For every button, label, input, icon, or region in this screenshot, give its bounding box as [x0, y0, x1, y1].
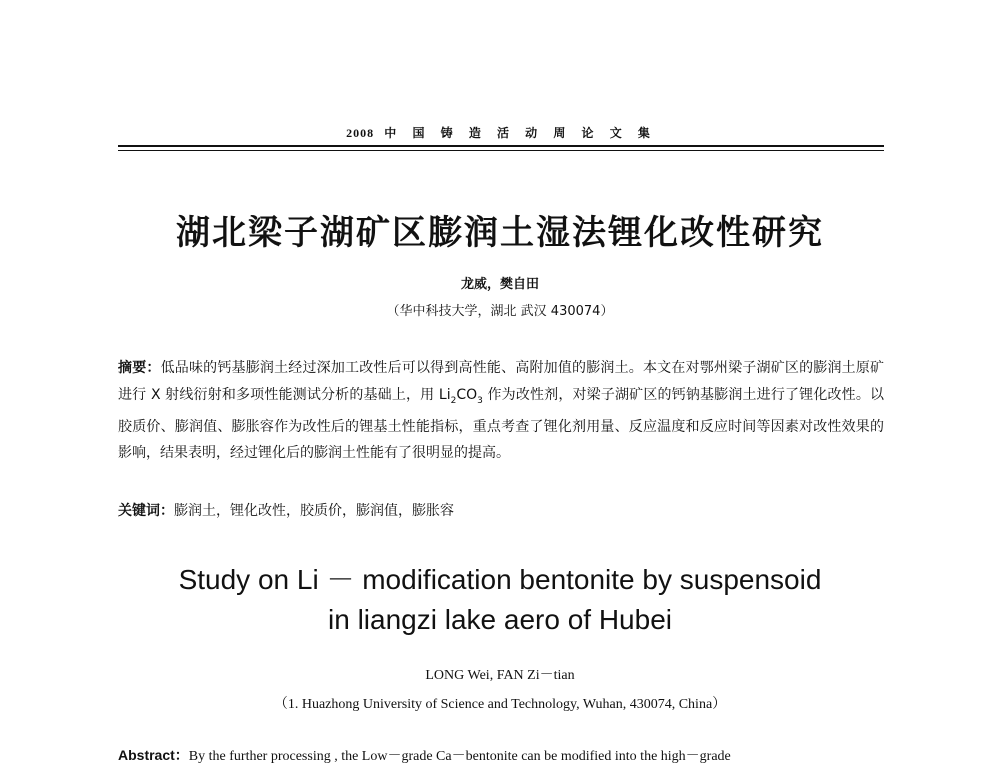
title-en-line-1: Study on Li － modification bentonite by suspensoid [178, 564, 822, 595]
header-rule-thin [118, 150, 884, 151]
keywords-cn-text: 膨润土，锂化改性，胶质价，膨润值，膨胀容 [174, 503, 454, 519]
title-english [100, 560, 900, 640]
affiliation-chinese: （华中科技大学，湖北 武汉 430074） [386, 304, 614, 319]
header-journal: 中 国 铸 造 活 动 周 论 文 集 [384, 126, 656, 140]
title-chinese: 湖北梁子湖矿区膨润土湿法锂化改性研究 [176, 213, 824, 253]
abstract-english [118, 745, 898, 765]
authors-english: LONG Wei, FAN Zi－tian [425, 668, 575, 683]
abstract-en-label: Abstract： [118, 747, 189, 763]
abstract-cn-sub-2: 3 [477, 395, 483, 406]
abstract-chinese [118, 355, 884, 467]
header-rule-thick [118, 145, 884, 147]
header-year: 2008 [346, 126, 375, 140]
abstract-cn-text-3: 作为改性剂，对梁子湖矿区的钙钠基膨润土进行了锂化改性。以胶质价、膨润值、膨胀容作为改性后的锂基土性能指标，重点考查了锂化剂用量、反应温度和反应时间等因素对改性效果的影响，结果表明，经过锂化后的膨润土性能有了很明显的提高。 [118, 386, 884, 462]
keywords-chinese [118, 500, 884, 520]
title-en-line-2: in liangzi lake aero of Hubei [328, 604, 672, 635]
affiliation-english: （1. Huazhong University of Science and Technology, Wuhan, 430074, China） [273, 697, 727, 712]
authors-chinese: 龙威，樊自田 [460, 277, 539, 292]
abstract-en-text: By the further processing , the Low－grade Ca－bentonite can be modified into the high－grade [188, 749, 731, 764]
keywords-cn-label: 关键词： [118, 503, 174, 519]
running-header [118, 124, 884, 141]
abstract-cn-sub-1: 2 [450, 395, 457, 406]
abstract-cn-label: 摘要： [118, 360, 161, 376]
abstract-cn-text-2: CO [456, 386, 478, 403]
abstract-cn-text-1: 低品味的钙基膨润土经过深加工改性后可以得到高性能、高附加值的膨润土。本文在对鄂州梁子湖矿区的膨润土原矿进行 X 射线衍射和多项性能测试分析的基础上，用 Li [118, 360, 885, 403]
